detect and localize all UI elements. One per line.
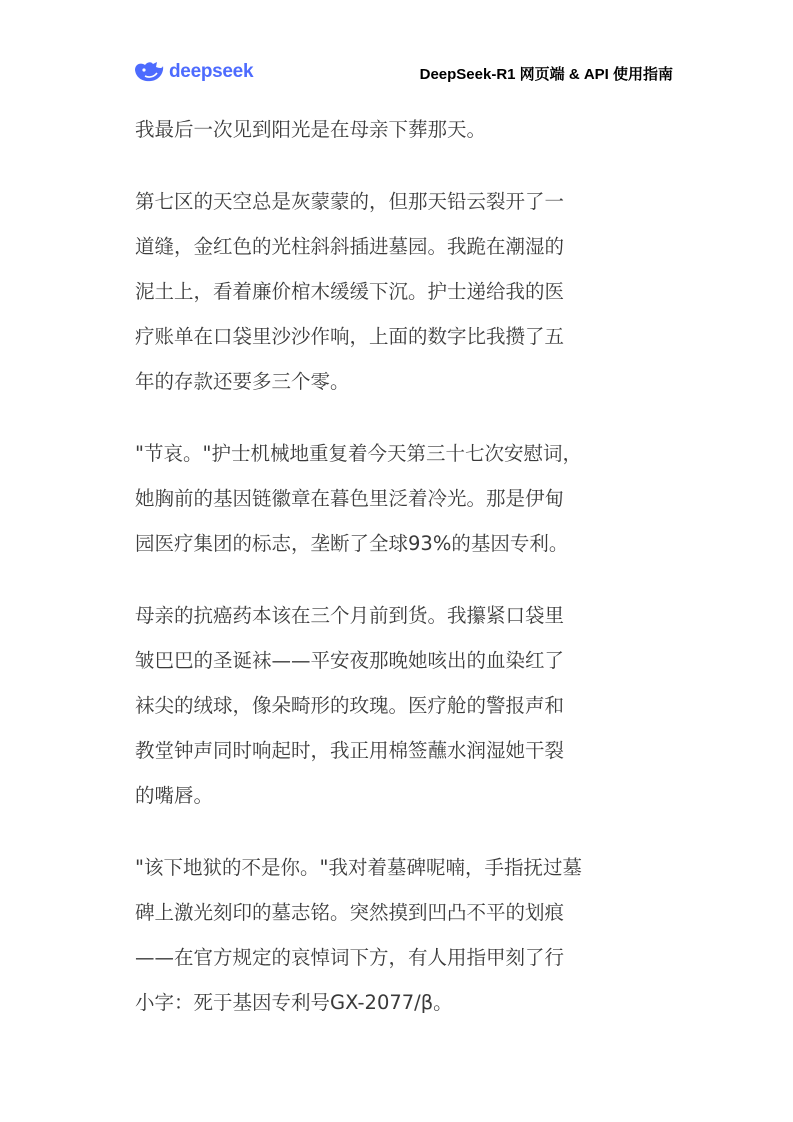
document-title: DeepSeek-R1 网页端 & API 使用指南	[419, 66, 673, 83]
text-line: 泥土上，看着廉价棺木缓缓下沉。护士递给我的医	[135, 280, 565, 303]
text-line: 疗账单在口袋里沙沙作响，上面的数字比我攒了五	[135, 325, 565, 348]
text-line: 年的存款还要多三个零。	[135, 370, 350, 393]
text-line: 第七区的天空总是灰蒙蒙的，但那天铅云裂开了一	[135, 190, 565, 213]
logo-text: deepseek	[169, 61, 254, 82]
page-header	[133, 60, 673, 90]
text-line: 的嘴唇。	[135, 784, 214, 807]
whale-icon	[133, 60, 165, 84]
text-line: "该下地狱的不是你。"我对着墓碑呢喃，手指抚过墓	[135, 856, 582, 879]
text-line: 道缝，金红色的光柱斜斜插进墓园。我跪在潮湿的	[135, 235, 565, 258]
text-line: 母亲的抗癌药本该在三个月前到货。我攥紧口袋里	[135, 604, 565, 627]
text-line: 教堂钟声同时响起时，我正用棉签蘸水润湿她干裂	[135, 739, 565, 762]
document-body	[135, 116, 605, 1061]
paragraph	[135, 440, 605, 575]
text-line: 园医疗集团的标志，垄断了全球93%的基因专利。	[135, 532, 569, 555]
text-line: 皱巴巴的圣诞袜——平安夜那晚她咳出的血染红了	[135, 649, 565, 672]
text-line: 小字：死于基因专利号GX-2077/β。	[135, 991, 453, 1014]
deepseek-logo	[133, 60, 253, 84]
text-line: 袜尖的绒球，像朵畸形的玫瑰。医疗舱的警报声和	[135, 694, 565, 717]
paragraph	[135, 188, 605, 413]
text-line: ——在官方规定的哀悼词下方，有人用指甲刻了行	[135, 946, 565, 969]
text-line: 碑上激光刻印的墓志铭。突然摸到凹凸不平的划痕	[135, 901, 565, 924]
paragraph	[135, 854, 605, 1034]
paragraph	[135, 602, 605, 827]
text-line: 她胸前的基因链徽章在暮色里泛着冷光。那是伊甸	[135, 487, 565, 510]
text-line: "节哀。"护士机械地重复着今天第三十七次安慰词，	[135, 442, 582, 465]
paragraph	[135, 116, 605, 161]
text-line: 我最后一次见到阳光是在母亲下葬那天。	[135, 118, 487, 141]
